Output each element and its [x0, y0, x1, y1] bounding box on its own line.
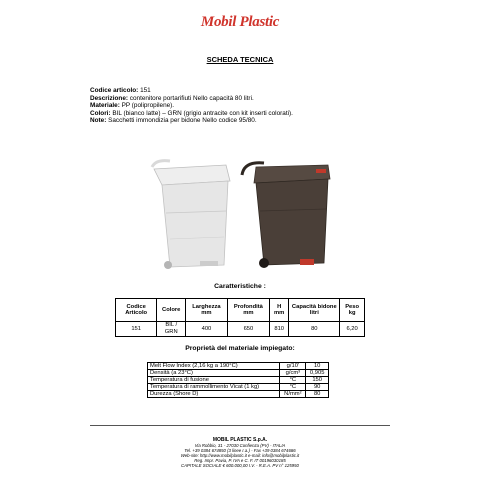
footer-line: Web-site: http://www.mobilplastic.it e-mail: info@mobilplastic.it	[180, 453, 300, 459]
spec-value: contenitore portarifiuti Nello capacità 80 litri.	[128, 94, 254, 102]
table-row	[148, 384, 329, 391]
table-cell: 400	[186, 322, 228, 337]
table-cell: BIL / GRN	[157, 322, 186, 337]
spec-list	[90, 87, 410, 125]
white-bin-image	[152, 161, 230, 269]
footer-line: Via Robbio, 31 - 27030 Confienza (PV) - ITALIA	[194, 443, 286, 449]
property-unit: g/10'	[280, 363, 306, 370]
column-header: Larghezza mm	[186, 299, 228, 322]
property-value: 0,905	[306, 370, 329, 377]
column-header: Peso kg	[340, 299, 365, 322]
property-value: 90	[306, 384, 329, 391]
table-cell: 6,20	[340, 322, 365, 337]
column-header: Colore	[157, 299, 186, 322]
footer-divider	[90, 425, 390, 426]
spec-label: Note:	[90, 117, 107, 125]
column-header: Codice Articolo	[116, 299, 157, 322]
property-name: Melt Flow Index (2,16 kg a 190°C)	[148, 363, 280, 370]
spec-value: 151	[138, 87, 151, 94]
spec-item-code	[90, 87, 410, 95]
spec-label: Materiale:	[90, 102, 120, 110]
grey-bin-image	[242, 163, 330, 268]
table-row	[116, 322, 365, 337]
footer-line: Tel. +39 0384 674850 (3 linee r.a.) - Fax +39 0384 674686	[184, 448, 296, 454]
property-unit: N/mm²	[280, 391, 306, 398]
property-unit: °C	[280, 384, 306, 391]
table-row	[148, 377, 329, 384]
characteristics-table	[115, 298, 365, 337]
spec-item-colors	[90, 110, 410, 118]
property-value: 80	[306, 391, 329, 398]
property-name: Temperatura di fusione	[148, 377, 280, 384]
spec-item-description	[90, 95, 410, 103]
table-cell: 80	[289, 322, 340, 337]
footer-line: Reg. Impr. Pavia, P. IVA e C. F. IT 00196030185	[194, 458, 286, 464]
footer	[0, 438, 480, 469]
characteristics-heading: Caratteristiche :	[214, 283, 266, 290]
table-cell: 810	[270, 322, 289, 337]
company-logo: Mobil Plastic	[200, 14, 280, 30]
spec-item-notes	[90, 117, 410, 125]
spec-value: BIL (bianco latte) – GRN (grigio antracite con kit inserti colorati).	[110, 109, 293, 117]
property-value: 150	[306, 377, 329, 384]
spec-label: Codice articolo:	[90, 87, 139, 94]
footer-line: CAPITALE SOCIALE € 600.000,00 I.V. - R.E.A. PV n° 125950	[181, 463, 299, 469]
property-value: 10	[306, 363, 329, 370]
property-name: Densità (a 23°C)	[148, 370, 280, 377]
spec-value: PP (polipropilene).	[119, 102, 175, 110]
property-name: Temperatura di rammollimento Vicat (1 kg)	[148, 384, 280, 391]
table-cell: 650	[227, 322, 269, 337]
column-header: H mm	[270, 299, 289, 322]
property-name: Durezza (Shore D)	[148, 391, 280, 398]
column-header: Capacità bidone litri	[289, 299, 340, 322]
table-header-row	[116, 299, 365, 322]
property-unit: °C	[280, 377, 306, 384]
spec-label: Descrizione:	[90, 94, 129, 102]
spec-item-material	[90, 102, 410, 110]
material-heading: Proprietà del materiale impiegato:	[185, 345, 295, 352]
product-photo	[140, 155, 350, 273]
table-row	[148, 363, 329, 370]
spec-value: Sacchetti immondizia per bidone Nello codice 95/80.	[106, 117, 257, 125]
footer-company: MOBIL PLASTIC S.p.A.	[212, 437, 268, 443]
table-cell: 151	[116, 322, 157, 337]
property-unit: g/cm³	[280, 370, 306, 377]
red-accent	[316, 169, 326, 173]
spec-label: Colori:	[90, 109, 111, 117]
table-row	[148, 370, 329, 377]
document-title: SCHEDA TECNICA	[206, 55, 274, 64]
material-table	[147, 362, 329, 398]
table-row	[148, 391, 329, 398]
column-header: Profondità mm	[227, 299, 269, 322]
